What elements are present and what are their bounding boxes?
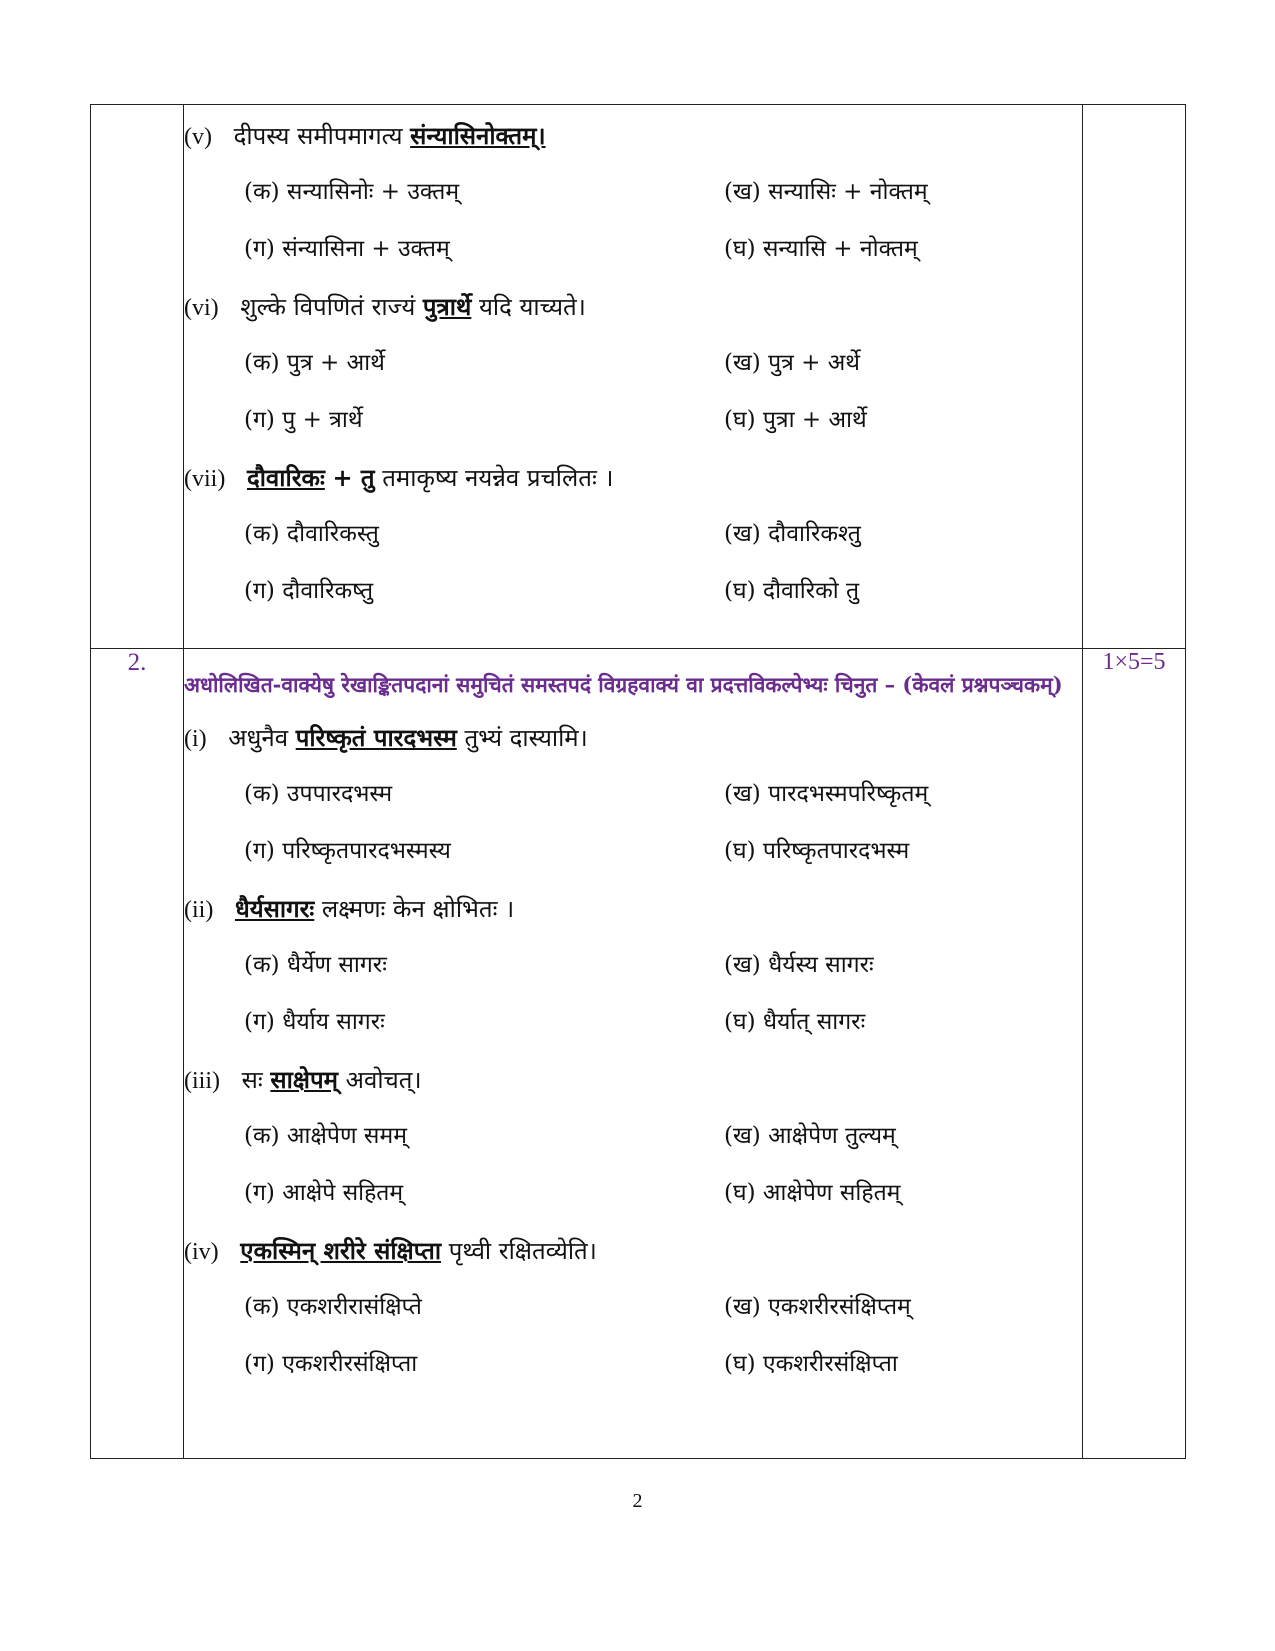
question-number: 2. <box>91 649 184 1459</box>
option-kha: (ख) दौवारिकश्तु <box>724 521 861 547</box>
option-ga: (ग) आक्षेपे सहितम् <box>244 1180 404 1206</box>
option-ka: (क) दौवारिकस्तु <box>244 521 379 547</box>
options-row <box>184 823 1082 880</box>
options-row <box>184 1336 1082 1393</box>
options-row <box>184 335 1082 392</box>
option-ga: (ग) दौवारिकष्तु <box>244 578 374 604</box>
options-row <box>184 937 1082 994</box>
option-ka: (क) एकशरीरासंक्षिप्ते <box>244 1294 422 1320</box>
option-gha: (घ) धैर्यात् सागरः <box>724 1009 866 1035</box>
question-line <box>184 709 1082 766</box>
underlined-word: दौवारिकः <box>246 463 325 492</box>
question-line <box>184 449 1082 506</box>
option-gha: (घ) एकशरीरसंक्षिप्ता <box>724 1351 898 1377</box>
question-roman-numeral: (iv) <box>184 1239 219 1265</box>
options-row <box>184 1165 1082 1222</box>
table-row-question-2 <box>91 649 1186 1459</box>
option-kha: (ख) एकशरीरसंक्षिप्तम् <box>724 1294 911 1320</box>
option-ka: (क) पुत्र + आर्थे <box>244 350 385 376</box>
question-text-after: लक्ष्मणः केन क्षोभितः । <box>321 895 515 923</box>
question-text-after: पृथ्वी रक्षितव्येति। <box>448 1237 597 1265</box>
option-ka: (क) धैर्येण सागरः <box>244 952 387 978</box>
question-number-cell <box>91 105 184 649</box>
options-row <box>184 766 1082 823</box>
question-roman-numeral: (iii) <box>184 1068 220 1094</box>
options-row <box>184 994 1082 1051</box>
question-text-after: अवोचत्। <box>345 1066 422 1094</box>
marks-value: 1×5=5 <box>1083 649 1186 1459</box>
option-ga: (ग) संन्यासिना + उक्तम् <box>244 236 450 262</box>
question-roman-numeral: (vi) <box>184 295 219 321</box>
option-kha: (ख) सन्यासिः + नोक्तम् <box>724 179 928 205</box>
option-kha: (ख) आक्षेपेण तुल्यम् <box>724 1123 896 1149</box>
question-line <box>184 880 1082 937</box>
underlined-word: धैर्यसागरः <box>234 894 315 923</box>
question-roman-numeral: (v) <box>184 124 212 150</box>
option-gha: (घ) आक्षेपेण सहितम् <box>724 1180 901 1206</box>
question-text: सः <box>241 1066 263 1094</box>
question-text-after: तुभ्यं दास्यामि। <box>464 724 588 752</box>
question-text: अधुनैव <box>228 724 289 752</box>
option-gha: (घ) सन्यासि + नोक्तम् <box>724 236 918 262</box>
option-ga: (ग) पु + त्रार्थे <box>244 407 363 433</box>
options-row <box>184 1279 1082 1336</box>
option-kha: (ख) पुत्र + अर्थे <box>724 350 860 376</box>
question-roman-numeral: (ii) <box>184 897 214 923</box>
question-text: दीपस्य समीपमागत्य <box>233 122 403 150</box>
option-kha: (ख) धैर्यस्य सागरः <box>724 952 874 978</box>
options-row <box>184 1108 1082 1165</box>
question-text-after: तमाकृष्य नयन्नेव प्रचलितः । <box>382 464 614 492</box>
options-row <box>184 164 1082 221</box>
option-gha: (घ) पुत्रा + आर्थे <box>724 407 867 433</box>
question-line <box>184 278 1082 335</box>
marks-cell <box>1083 105 1186 649</box>
underlined-word: संन्यासिनोक्तम्। <box>410 121 546 150</box>
options-row <box>184 221 1082 278</box>
table-row-continuation <box>91 105 1186 649</box>
underlined-word: साक्षेपम् <box>270 1065 338 1094</box>
option-ga: (ग) धैर्याय सागरः <box>244 1009 385 1035</box>
option-gha: (घ) दौवारिको तु <box>724 578 860 604</box>
question-text-after: यदि याच्यते। <box>478 293 586 321</box>
underlined-word: एकस्मिन् शरीरे संक्षिप्ता <box>240 1236 442 1265</box>
question-text: शुल्के विपणितं राज्यं <box>240 293 416 321</box>
question-table <box>90 104 1186 1459</box>
options-row <box>184 506 1082 563</box>
question-instruction: अधोलिखित-वाक्येषु रेखाङ्कितपदानां समुचितं समस्तपदं विग्रहवाक्यं वा प्रदत्तविकल्पेभ्यः चिनुत – (केवलं प्रश्नपञ्चकम्) <box>184 672 1063 697</box>
question-content-cell <box>184 649 1083 1459</box>
option-ka: (क) आक्षेपेण समम् <box>244 1123 407 1149</box>
question-line <box>184 107 1082 164</box>
underlined-word: परिष्कृतं पारदभस्म <box>295 723 457 752</box>
option-ka: (क) उपपारदभस्म <box>244 781 393 807</box>
option-gha: (घ) परिष्कृतपारदभस्म <box>724 838 910 864</box>
question-content-cell <box>184 105 1083 649</box>
question-roman-numeral: (vii) <box>184 466 226 492</box>
question-line <box>184 1051 1082 1108</box>
question-line <box>184 1222 1082 1279</box>
options-row <box>184 392 1082 449</box>
option-ga: (ग) एकशरीरसंक्षिप्ता <box>244 1351 418 1377</box>
options-row <box>184 563 1082 620</box>
option-ga: (ग) परिष्कृतपारदभस्मस्य <box>244 838 451 864</box>
option-ka: (क) सन्यासिनोः + उक्तम् <box>244 179 460 205</box>
option-kha: (ख) पारदभस्मपरिष्कृतम् <box>724 781 929 807</box>
page-number: 2 <box>632 1490 643 1512</box>
underlined-word: पुत्रार्थे <box>422 292 472 321</box>
question-roman-numeral: (i) <box>184 726 207 752</box>
question-bold-text: + तु <box>332 463 375 492</box>
